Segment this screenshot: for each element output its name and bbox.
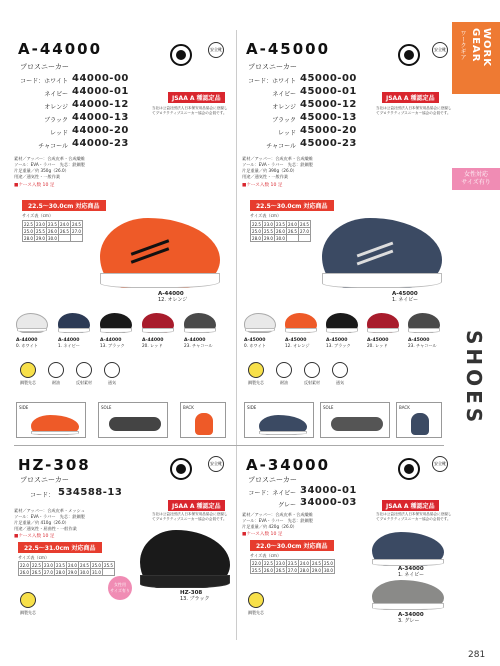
a44000-code-value: 44000-13: [72, 112, 129, 123]
shoe-sole: [259, 431, 307, 435]
a45000-size-label: サイズ表（cm）: [250, 213, 282, 218]
hz308-main-caption: [180, 590, 209, 602]
feature-label: 通気: [108, 380, 116, 385]
section-label: SHOES: [462, 330, 486, 427]
size-cell: 28.0: [252, 235, 261, 241]
a34000-size-table: [250, 559, 335, 574]
thumb-color: 20. レッド: [142, 343, 163, 348]
size-cell: 25.5: [36, 228, 45, 234]
category-tab[interactable]: [452, 22, 500, 94]
a45000-code-row: [242, 86, 392, 98]
a45000-code-value: 45000-01: [300, 86, 357, 97]
a44000-main-caption: [158, 291, 187, 303]
a44000-code-row: [14, 99, 164, 111]
a44000-thumb-black[interactable]: [100, 313, 132, 333]
hz308-case-note: ■ケース入数 10 足: [14, 534, 55, 539]
thumb-code: A-44000: [142, 338, 164, 343]
hz308-size-label: サイズ表（cm）: [18, 555, 50, 560]
thumb-caption: [184, 337, 220, 348]
a34000-jsaa-note: 当社は公益社団法人日本保安用品協会に登録してプロテクティブスニーカー協会の会員です。: [376, 512, 452, 521]
feature-label: 反射素材: [76, 380, 92, 385]
a45000-code-row: [242, 112, 392, 124]
a45000-jsaa-label: JSAA A 種認定品: [382, 92, 439, 103]
a44000-code-value: 44000-23: [72, 138, 129, 149]
size-cell: 23.5: [56, 562, 65, 568]
caption-color: 3. グレー: [398, 618, 420, 624]
a44000-code-label: オレンジ: [44, 104, 68, 111]
shoe-sole: [245, 328, 275, 333]
shoe-side-image: [31, 415, 79, 435]
caption-color: 1. ネイビー: [392, 297, 419, 303]
shoe-sole: [372, 559, 444, 566]
size-cell: 30.0: [324, 567, 333, 573]
thumb-color: 1. ネイビー: [58, 343, 80, 348]
a44000-size-range: 22.5～30.0cm 対応商品: [22, 200, 106, 211]
size-cell: 28.0: [24, 235, 33, 241]
size-cell: 29.0: [312, 567, 321, 573]
a45000-code-value: 45000-20: [300, 125, 357, 136]
size-cell: 26.0: [276, 228, 285, 234]
row-divider: [14, 445, 444, 446]
a45000-code-row: [242, 99, 392, 111]
safety-seal-icon: [170, 44, 192, 66]
size-cell: 23.5: [48, 221, 57, 227]
shoe-sole: [142, 328, 174, 333]
thumb-code: A-45000: [285, 338, 307, 343]
a45000-code-value: 45000-13: [300, 112, 357, 123]
size-cell: 23.5: [276, 221, 285, 227]
size-cell: 27.0: [72, 228, 81, 234]
caption-code: A-45000: [392, 291, 418, 297]
thumb-caption: [408, 337, 444, 348]
thumb-code: A-44000: [58, 338, 80, 343]
size-cell: 23.0: [264, 221, 273, 227]
a44000-case-note: ■ケース入数 10 足: [14, 183, 55, 188]
a45000-spec: 素材／アッパー：合成皮革・合成繊維 ソール：EVA・ラバー 先芯：鉄鋼製 片足重量／約 390g（26.0） 用途／通気性・一般作業: [242, 156, 313, 179]
hz308-code-value: 534588-13: [58, 487, 123, 498]
shoe-sole: [184, 328, 216, 333]
a45000-code-value: 45000-23: [300, 138, 357, 149]
a34000-code-label: コード：ネイビー: [248, 490, 296, 497]
view-label: SOLE: [101, 405, 112, 410]
a34000-code-value: 34000-01: [300, 485, 357, 496]
hz308-code-label: コード：: [29, 492, 54, 499]
feature-label: 鋼製先芯: [248, 610, 264, 615]
a34000-model: A-34000: [246, 456, 331, 474]
size-cell: 24.0: [288, 221, 297, 227]
a44000-back-view: [180, 402, 226, 438]
size-cell: 29.0: [264, 235, 273, 241]
a44000-side-view: [16, 402, 86, 438]
size-cell: 26.0: [48, 228, 57, 234]
feature-label: 鋼製先芯: [20, 380, 36, 385]
a34000-caption: [398, 566, 424, 578]
size-cell: 22.5: [24, 221, 33, 227]
thumb-code: A-45000: [367, 338, 389, 343]
size-cell: 25.5: [252, 567, 261, 573]
a34000-spec: 素材／アッパー：合成皮革・合成繊維 ソール：EVA・ラバー 先芯：鉄鋼製 片足重量／約 420g（26.0）: [242, 512, 313, 529]
size-cell: 22.0: [252, 560, 261, 566]
a44000-code-value: 44000-20: [72, 125, 129, 136]
oil-resistant-icon: [276, 362, 292, 378]
ladies-size-badge: 女性対応 サイズ有り: [452, 168, 500, 190]
a44000-code-label: レッド: [50, 130, 68, 137]
a44000-size-table: [22, 220, 83, 242]
size-cell: 26.5: [60, 228, 69, 234]
a45000-code-label: ブラック: [272, 117, 296, 124]
size-cell: 28.0: [300, 567, 309, 573]
feature-label: 通気: [336, 380, 344, 385]
caption-code: HZ-308: [180, 590, 203, 596]
shoe-sole: [58, 328, 90, 333]
caption-color: 12. オレンジ: [158, 297, 188, 303]
a44000-code-label: ネイビー: [44, 91, 68, 98]
shoe-sole-image: [331, 417, 383, 431]
certification-icon: 安全靴: [432, 42, 448, 58]
view-label: SIDE: [247, 405, 257, 410]
a45000-thumb-white[interactable]: [244, 313, 276, 333]
a44000-name: プロスニーカー: [20, 63, 69, 71]
reflective-icon: [304, 362, 320, 378]
size-cell: 28.0: [56, 569, 65, 575]
hz308-size-range: 22.5～31.0cm 対応商品: [18, 542, 102, 553]
a45000-main-shoe-image: [322, 218, 442, 288]
a45000-code-label: チャコール: [266, 143, 296, 150]
size-cell: 25.5: [104, 562, 113, 568]
safety-seal-icon: [170, 458, 192, 480]
a45000-thumb-black[interactable]: [326, 313, 358, 333]
a45000-thumb-orange[interactable]: [285, 313, 317, 333]
thumb-caption: [326, 337, 362, 348]
a44000-jsaa-note: 当社は公益社団法人日本保安用品協会に登録してプロテクティブスニーカー協会の会員です。: [152, 106, 228, 115]
shoe-sole: [100, 328, 132, 333]
size-cell: 24.0: [68, 562, 77, 568]
size-cell: 30.0: [80, 569, 89, 575]
breathable-icon: [104, 362, 120, 378]
size-cell: 25.0: [92, 562, 101, 568]
caption-color: 1. ネイビー: [398, 572, 425, 578]
safety-seal-icon: [398, 458, 420, 480]
thumb-caption: [100, 337, 136, 348]
a45000-code-label: ネイビー: [272, 91, 296, 98]
a34000-code-row: [242, 485, 392, 497]
size-cell: 29.0: [36, 235, 45, 241]
a45000-side-view: [244, 402, 314, 438]
a44000-code-label: チャコール: [38, 143, 68, 150]
thumb-color: 23. チャコール: [184, 343, 213, 348]
size-cell: 30.0: [276, 235, 285, 241]
a44000-code-row: [14, 73, 164, 85]
a44000-spec: 素材／アッパー：合成皮革・合成繊維 ソール：EVA・ラバー 先芯：鉄鋼製 片足重量／約 350g（26.0） 用途／通気性・一般作業: [14, 156, 85, 179]
size-cell: 23.0: [44, 562, 53, 568]
size-cell: 30.0: [48, 235, 57, 241]
feature-label: 鋼製先芯: [20, 610, 36, 615]
steel-toe-icon: [20, 362, 36, 378]
oil-resistant-icon: [48, 362, 64, 378]
hz308-spec: 素材／アッパー：合成皮革・メッシュ ソール：EVA・ラバー 先芯：鉄鋼製 片足重量／約 410g（26.0） 用途／通気性・屈曲性・一般作業: [14, 508, 85, 531]
a45000-code-label: コード：ホワイト: [248, 78, 296, 85]
a45000-code-row: [242, 73, 392, 85]
thumb-color: 23. チャコール: [408, 343, 437, 348]
category-label: WORK GEAR: [470, 28, 492, 67]
hz308-main-shoe-image: [140, 530, 230, 588]
size-cell: 23.0: [36, 221, 45, 227]
size-cell: 24.5: [80, 562, 89, 568]
shoe-sole: [372, 603, 444, 610]
view-label: BACK: [399, 405, 410, 410]
safety-seal-icon: [398, 44, 420, 66]
thumb-code: A-44000: [100, 338, 122, 343]
thumb-caption: [244, 337, 280, 348]
certification-icon: 安全靴: [208, 456, 224, 472]
size-cell: 22.5: [264, 560, 273, 566]
a34000-jsaa-label: JSAA A 種認定品: [382, 500, 439, 511]
thumb-caption: [142, 337, 178, 348]
thumb-caption: [285, 337, 321, 348]
shoe-sole: [322, 273, 442, 288]
hz308-model: HZ-308: [18, 456, 91, 474]
a45000-sole-view: [320, 402, 390, 438]
thumb-color: 12. オレンジ: [285, 343, 310, 348]
steel-toe-icon: [20, 592, 36, 608]
shoe-sole-image: [109, 417, 161, 431]
thumb-caption: [16, 337, 52, 348]
shoe-back-image: [411, 413, 429, 435]
size-cell: 25.0: [24, 228, 33, 234]
a34000-name: プロスニーカー: [248, 476, 297, 484]
size-cell: 26.0: [264, 567, 273, 573]
a44000-thumb-navy[interactable]: [58, 313, 90, 333]
thumb-code: A-45000: [326, 338, 348, 343]
a34000-caption: [398, 612, 424, 624]
a44000-code-label: コード：ホワイト: [20, 78, 68, 85]
a44000-thumb-white[interactable]: [16, 313, 48, 333]
size-cell: [71, 235, 83, 242]
size-cell: 26.5: [276, 567, 285, 573]
thumb-code: A-45000: [244, 338, 266, 343]
caption-code: A-34000: [398, 612, 424, 618]
a34000-code-label: グレー: [277, 502, 296, 509]
a45000-main-caption: [392, 291, 418, 303]
a45000-case-note: ■ケース入数 10 足: [242, 183, 283, 188]
size-cell: 23.5: [288, 560, 297, 566]
hz308-jsaa-note: 当社は公益社団法人日本保安用品協会に登録してプロテクティブスニーカー協会の会員です。: [152, 512, 228, 521]
size-cell: 26.5: [32, 569, 41, 575]
a45000-back-view: [396, 402, 442, 438]
size-cell: 24.5: [300, 221, 309, 227]
a45000-code-value: 45000-12: [300, 99, 357, 110]
feature-label: 鋼製先芯: [248, 380, 264, 385]
shoe-sole: [31, 431, 79, 435]
a44000-sole-view: [98, 402, 168, 438]
size-cell: 27.0: [300, 228, 309, 234]
thumb-code: A-45000: [408, 338, 430, 343]
size-cell: 24.5: [312, 560, 321, 566]
a45000-model: A-45000: [246, 40, 331, 58]
shoe-sole: [140, 575, 230, 588]
a44000-code-value: 44000-01: [72, 86, 129, 97]
certification-icon: 安全靴: [208, 42, 224, 58]
shoe-back-image: [195, 413, 213, 435]
size-cell: [103, 569, 115, 576]
a44000-code-value: 44000-00: [72, 73, 129, 84]
size-cell: 25.5: [264, 228, 273, 234]
shoe-sole: [408, 328, 440, 333]
size-cell: [299, 235, 311, 242]
size-cell: 22.0: [20, 562, 29, 568]
a45000-name: プロスニーカー: [248, 63, 297, 71]
a34000-size-label: サイズ表（cm）: [250, 553, 282, 558]
size-cell: 24.0: [300, 560, 309, 566]
size-cell: 22.5: [252, 221, 261, 227]
size-cell: 24.0: [60, 221, 69, 227]
a34000-case-note: ■ケース入数 10 足: [242, 532, 283, 537]
size-cell: 31.0: [92, 569, 101, 575]
reflective-icon: [76, 362, 92, 378]
caption-code: A-44000: [158, 291, 184, 297]
steel-toe-icon: [248, 592, 264, 608]
shoe-sole: [326, 328, 358, 333]
feature-label: 耐油: [280, 380, 288, 385]
size-cell: 25.0: [324, 560, 333, 566]
thumb-caption: [367, 337, 403, 348]
a44000-code-value: 44000-12: [72, 99, 129, 110]
view-label: SOLE: [323, 405, 334, 410]
a34000-navy-shoe-image: [372, 532, 444, 566]
a44000-code-label: ブラック: [44, 117, 68, 124]
size-cell: 25.0: [252, 228, 261, 234]
a45000-code-row: [242, 138, 392, 150]
a44000-size-label: サイズ表（cm）: [22, 213, 54, 218]
shoe-sole: [367, 328, 399, 333]
hz308-ladies-badge: 女性用 サイズ有り: [108, 576, 132, 600]
caption-code: A-34000: [398, 566, 424, 572]
thumb-caption: [58, 337, 94, 348]
size-cell: 27.0: [44, 569, 53, 575]
size-cell: 26.0: [20, 569, 29, 575]
hz308-name: プロスニーカー: [20, 476, 69, 484]
view-label: BACK: [183, 405, 194, 410]
size-cell: 22.5: [32, 562, 41, 568]
hz308-size-table: [18, 561, 115, 576]
thumb-code: A-44000: [16, 338, 38, 343]
size-cell: 24.5: [72, 221, 81, 227]
view-label: SIDE: [19, 405, 29, 410]
a34000-code-value: 34000-03: [300, 497, 357, 508]
a44000-jsaa-label: JSAA A 種認定品: [168, 92, 225, 103]
thumb-code: A-44000: [184, 338, 206, 343]
thumb-color: 0. ホワイト: [16, 343, 38, 348]
size-cell: 23.0: [276, 560, 285, 566]
caption-color: 13. ブラック: [180, 596, 210, 602]
size-cell: 26.5: [288, 228, 297, 234]
a44000-code-row: [14, 86, 164, 98]
size-cell: 29.0: [68, 569, 77, 575]
a44000-main-shoe-image: [100, 218, 220, 288]
a45000-thumb-charcoal[interactable]: [408, 313, 440, 333]
category-sub-label: ワークギア: [459, 30, 466, 60]
thumb-color: 20. レッド: [367, 343, 388, 348]
a45000-size-table: [250, 220, 311, 242]
thumb-color: 13. ブラック: [326, 343, 351, 348]
a34000-gray-shoe-image: [372, 580, 444, 610]
a44000-thumb-charcoal[interactable]: [184, 313, 216, 333]
a44000-code-row: [14, 112, 164, 124]
a45000-size-range: 22.5～30.0cm 対応商品: [250, 200, 334, 211]
shoe-sole: [285, 328, 317, 333]
a44000-code-row: [14, 125, 164, 137]
a45000-thumb-red[interactable]: [367, 313, 399, 333]
size-cell: [287, 235, 299, 242]
page-number: 281: [468, 650, 486, 660]
feature-label: 耐油: [52, 380, 60, 385]
certification-icon: 安全靴: [432, 456, 448, 472]
breathable-icon: [332, 362, 348, 378]
shoe-sole: [17, 328, 47, 333]
shoe-side-image: [259, 415, 307, 435]
thumb-color: 13. ブラック: [100, 343, 125, 348]
size-cell: [59, 235, 71, 242]
a34000-size-range: 22.0～30.0cm 対応商品: [250, 540, 334, 551]
feature-label: 反射素材: [304, 380, 320, 385]
shoe-sole: [100, 273, 220, 288]
a44000-thumb-red[interactable]: [142, 313, 174, 333]
hz308-jsaa-label: JSAA A 種認定品: [168, 500, 225, 511]
a44000-code-row: [14, 138, 164, 150]
a45000-code-value: 45000-00: [300, 73, 357, 84]
a44000-model: A-44000: [18, 40, 103, 58]
a45000-jsaa-note: 当社は公益社団法人日本保安用品協会に登録してプロテクティブスニーカー協会の会員です。: [376, 106, 452, 115]
sidebar: [452, 0, 500, 666]
a45000-code-label: レッド: [278, 130, 296, 137]
size-cell: 27.0: [288, 567, 297, 573]
thumb-color: 0. ホワイト: [244, 343, 266, 348]
a34000-code-row: [242, 497, 392, 509]
column-divider: [236, 30, 237, 640]
hz308-code-row: [0, 487, 150, 499]
a45000-code-row: [242, 125, 392, 137]
a45000-code-label: オレンジ: [272, 104, 296, 111]
steel-toe-icon: [248, 362, 264, 378]
